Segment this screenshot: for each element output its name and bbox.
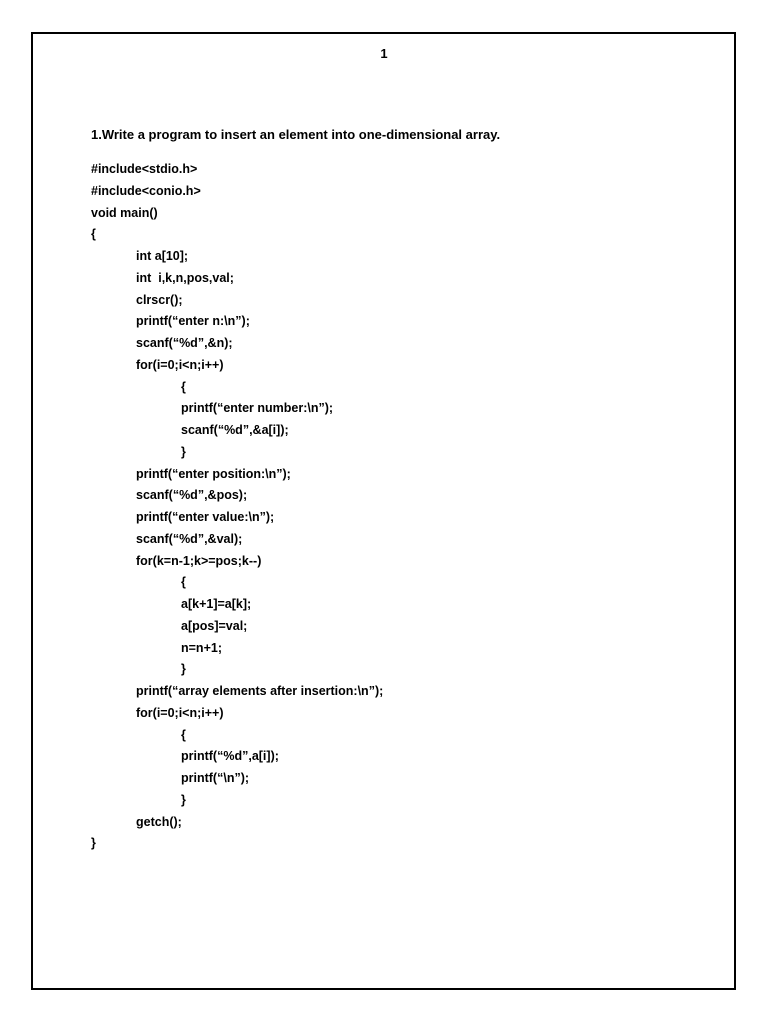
code-line: {	[181, 727, 186, 742]
code-line: scanf(“%d”,&n);	[136, 336, 233, 350]
code-line: int i,k,n,pos,val;	[136, 270, 234, 285]
code-line: n=n+1;	[181, 640, 222, 655]
code-line: printf(“array elements after insertion:\n”);	[136, 684, 384, 698]
code-line: printf(“enter n:\n”);	[136, 314, 250, 329]
code-line: {	[91, 227, 96, 242]
code-line: }	[181, 792, 186, 807]
code-line: printf(“enter value:\n”);	[136, 510, 275, 524]
code-line: void main()	[91, 205, 158, 220]
code-line: }	[181, 444, 186, 459]
code-line: printf(“enter position:\n”);	[136, 466, 291, 481]
code-line: scanf(“%d”,&a[i]);	[181, 423, 289, 437]
code-line: scanf(“%d”,&val);	[136, 531, 243, 546]
code-line: }	[91, 836, 96, 851]
code-line: a[pos]=val;	[181, 618, 248, 633]
code-line: #include<conio.h>	[91, 183, 201, 198]
code-line: for(i=0;i<n;i++)	[136, 357, 224, 372]
code-block	[91, 159, 383, 855]
code-line: {	[181, 575, 186, 590]
code-line: clrscr();	[136, 292, 183, 307]
code-line: printf(“\n”);	[181, 771, 250, 785]
code-line: printf(“%d”,a[i]);	[181, 749, 279, 764]
code-line: #include<stdio.h>	[91, 162, 198, 176]
code-line: scanf(“%d”,&pos);	[136, 488, 248, 503]
code-line: }	[181, 662, 186, 677]
page-number: 1	[380, 46, 388, 61]
code-line: printf(“enter number:\n”);	[181, 401, 334, 416]
code-line: {	[181, 379, 186, 394]
code-line: getch();	[136, 814, 182, 829]
code-line: for(k=n-1;k>=pos;k--)	[136, 553, 262, 568]
code-line: for(i=0;i<n;i++)	[136, 705, 224, 720]
code-line: int a[10];	[136, 249, 189, 263]
code-line: a[k+1]=a[k];	[181, 597, 252, 611]
question-heading: 1.Write a program to insert an element into one-dimensional array.	[91, 127, 501, 142]
